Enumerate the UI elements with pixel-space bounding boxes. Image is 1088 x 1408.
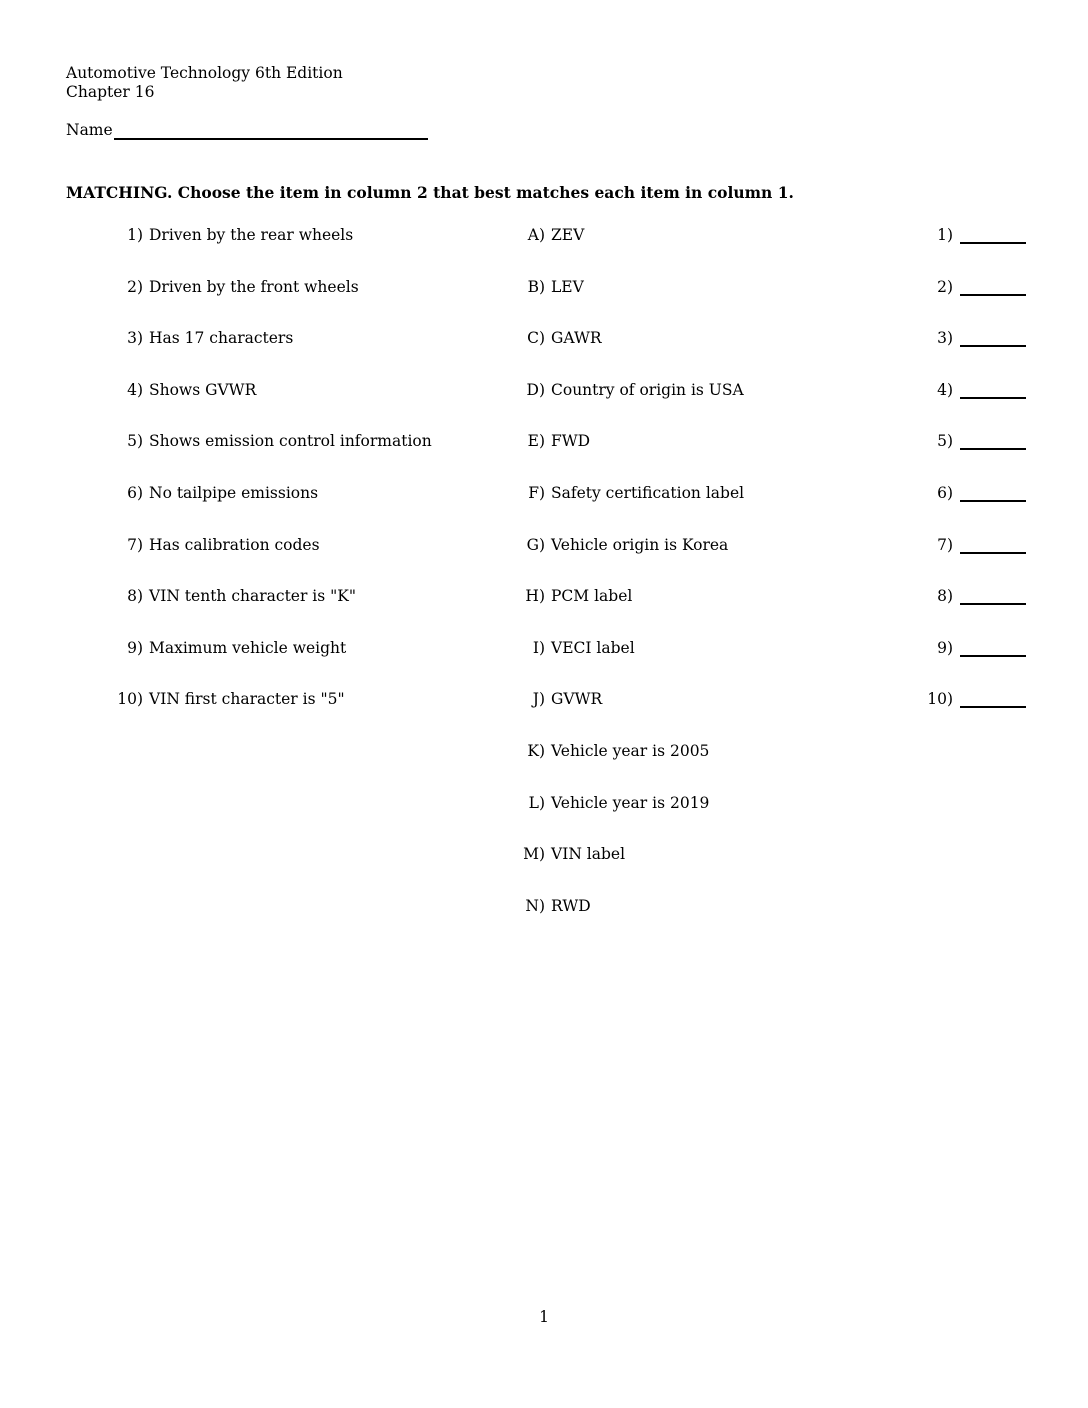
item-text: No tailpipe emissions [149, 483, 319, 502]
answer-slot-4 [905, 381, 1026, 433]
option-text: RWD [551, 896, 591, 915]
page-number: 1 [539, 1308, 549, 1326]
option-K [505, 742, 744, 794]
option-A [505, 226, 744, 278]
option-letter: C) [527, 329, 545, 348]
option-text: PCM label [551, 587, 633, 606]
option-M [505, 845, 744, 897]
answer-number: 4) [937, 380, 953, 399]
option-text: Country of origin is USA [551, 380, 744, 399]
option-text: Safety certification label [551, 483, 745, 502]
item-text: Shows GVWR [149, 380, 257, 399]
option-letter: J) [532, 690, 545, 709]
option-C [505, 329, 744, 381]
option-text: VECI label [551, 638, 635, 657]
column-1-items [98, 226, 432, 742]
option-text: Vehicle year is 2019 [551, 793, 710, 812]
book-title: Automotive Technology 6th Edition [66, 64, 343, 82]
option-F [505, 484, 744, 536]
option-I [505, 639, 744, 691]
answer-slot-7 [905, 536, 1026, 588]
answer-slot-9 [905, 639, 1026, 691]
option-text: Vehicle origin is Korea [551, 535, 729, 554]
option-letter: A) [527, 226, 545, 244]
answer-slot-2 [905, 278, 1026, 330]
option-text: Vehicle year is 2005 [551, 741, 710, 760]
option-letter: N) [525, 896, 545, 915]
answer-number: 1) [937, 226, 953, 244]
answer-column [905, 226, 1026, 742]
answer-slot-8 [905, 587, 1026, 639]
item-text: Shows emission control information [149, 432, 432, 451]
option-text: FWD [551, 432, 591, 451]
answer-slot-10 [905, 690, 1026, 742]
option-D [505, 381, 744, 433]
match-item-3 [98, 329, 432, 381]
option-text: GAWR [551, 329, 602, 348]
option-text: VIN label [551, 845, 626, 864]
option-B [505, 278, 744, 330]
answer-fill-in-blank[interactable] [960, 432, 1026, 450]
answer-fill-in-blank[interactable] [960, 536, 1026, 554]
column-2-options [505, 226, 744, 948]
answer-fill-in-blank[interactable] [960, 381, 1026, 399]
answer-number: 7) [937, 535, 953, 554]
item-text: Has 17 characters [149, 329, 294, 348]
answer-slot-5 [905, 432, 1026, 484]
item-text: Maximum vehicle weight [149, 638, 347, 657]
match-item-7 [98, 536, 432, 588]
option-letter: F) [528, 483, 545, 502]
item-text: Has calibration codes [149, 535, 320, 554]
answer-fill-in-blank[interactable] [960, 484, 1026, 502]
answer-number: 5) [937, 432, 953, 451]
option-letter: L) [528, 793, 545, 812]
answer-fill-in-blank[interactable] [960, 639, 1026, 657]
answer-slot-1 [905, 226, 1026, 278]
answer-slot-6 [905, 484, 1026, 536]
option-J [505, 690, 744, 742]
answer-fill-in-blank[interactable] [960, 329, 1026, 347]
item-number: 9) [127, 638, 143, 657]
chapter-label: Chapter 16 [66, 83, 155, 101]
item-text: Driven by the front wheels [149, 277, 359, 296]
name-label: Name [66, 121, 113, 139]
item-text: Driven by the rear wheels [149, 226, 354, 244]
option-text: ZEV [551, 226, 585, 244]
answer-fill-in-blank[interactable] [960, 226, 1026, 244]
match-item-1 [98, 226, 432, 278]
option-letter: H) [525, 587, 545, 606]
option-letter: G) [526, 535, 545, 554]
match-item-8 [98, 587, 432, 639]
option-letter: D) [526, 380, 545, 399]
option-H [505, 587, 744, 639]
match-item-5 [98, 432, 432, 484]
answer-number: 6) [937, 483, 953, 502]
option-L [505, 794, 744, 846]
answer-number: 9) [937, 638, 953, 657]
answer-fill-in-blank[interactable] [960, 278, 1026, 296]
item-number: 8) [127, 587, 143, 606]
option-letter: I) [532, 638, 545, 657]
answer-fill-in-blank[interactable] [960, 690, 1026, 708]
match-item-10 [98, 690, 432, 742]
option-G [505, 536, 744, 588]
name-row [66, 121, 428, 140]
answer-number: 10) [927, 690, 953, 709]
option-text: GVWR [551, 690, 603, 709]
option-E [505, 432, 744, 484]
match-item-6 [98, 484, 432, 536]
answer-fill-in-blank[interactable] [960, 587, 1026, 605]
item-number: 6) [127, 483, 143, 502]
item-number: 3) [127, 329, 143, 348]
item-number: 5) [127, 432, 143, 451]
name-fill-in-blank[interactable] [114, 121, 428, 140]
option-letter: K) [527, 741, 545, 760]
document-header [66, 64, 343, 102]
option-text: LEV [551, 277, 584, 296]
answer-number: 8) [937, 587, 953, 606]
match-item-4 [98, 381, 432, 433]
match-item-9 [98, 639, 432, 691]
answer-slot-3 [905, 329, 1026, 381]
option-letter: E) [527, 432, 545, 451]
match-item-2 [98, 278, 432, 330]
option-N [505, 897, 744, 949]
item-text: VIN tenth character is "K" [149, 587, 356, 606]
option-letter: M) [523, 845, 545, 864]
matching-instructions: MATCHING. Choose the item in column 2 that best matches each item in column 1. [66, 183, 794, 202]
item-number: 1) [127, 226, 143, 244]
item-number: 7) [127, 535, 143, 554]
item-text: VIN first character is "5" [149, 690, 345, 709]
item-number: 2) [127, 277, 143, 296]
answer-number: 3) [937, 329, 953, 348]
option-letter: B) [527, 277, 545, 296]
item-number: 10) [117, 690, 143, 709]
answer-number: 2) [937, 277, 953, 296]
item-number: 4) [127, 380, 143, 399]
